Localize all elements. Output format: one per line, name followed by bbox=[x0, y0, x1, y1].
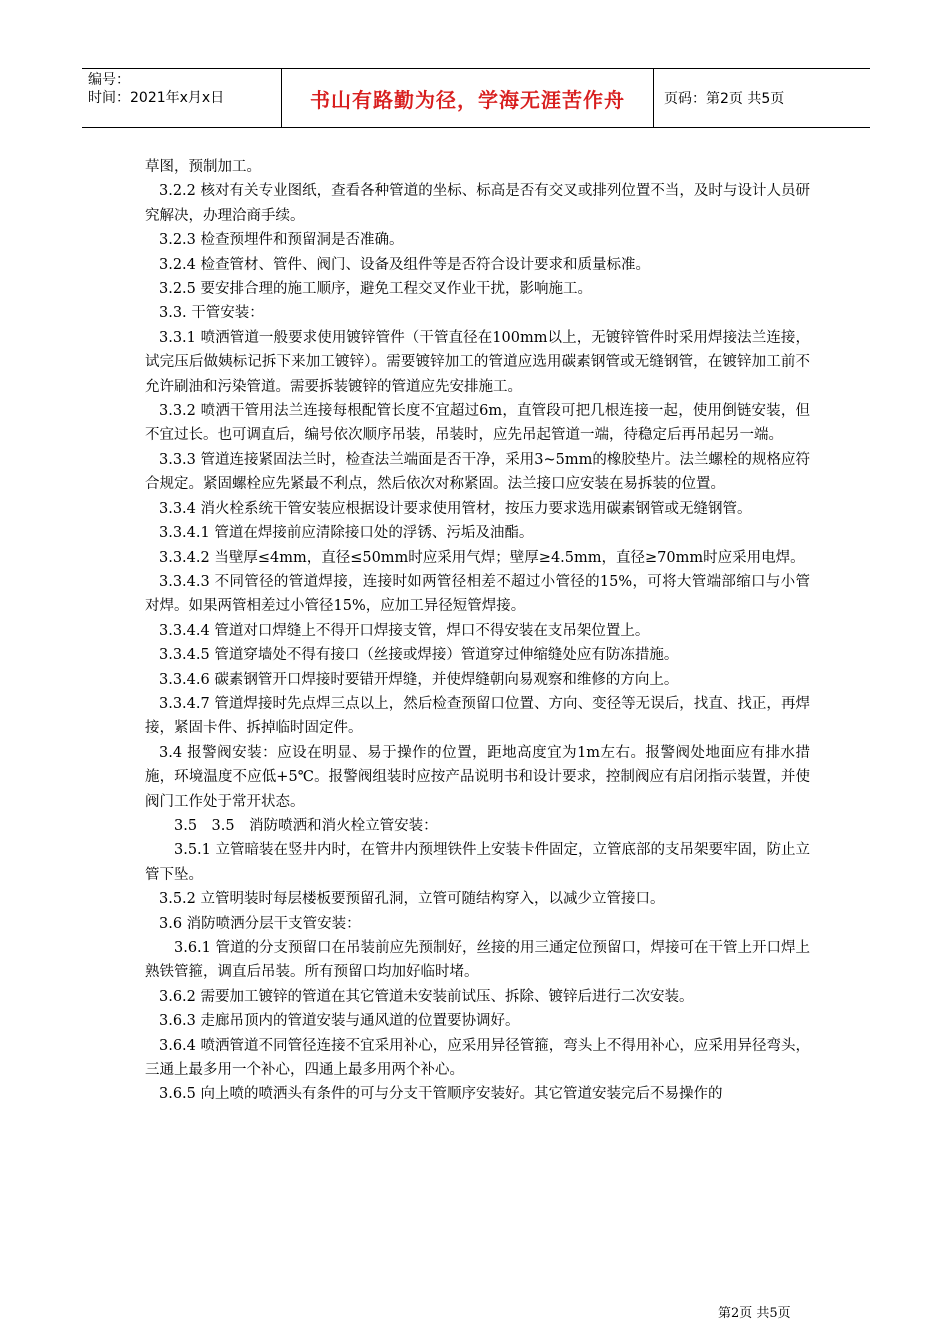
paragraph: 3.6 消防喷洒分层干支管安装： bbox=[159, 915, 361, 932]
document-date-label: 时间：2021年x月x日 bbox=[88, 90, 225, 106]
paragraph: 3.6.5 向上喷的喷洒头有条件的可与分支干管顺序安装好。其它管道安装完后不易操作的 bbox=[159, 1086, 723, 1103]
paragraph: 3.6.4 喷洒管道不同管径连接不宜采用补心，应采用异径管箍，弯头上不得用补心，应采用异径弯头，三通上最多用一个补心，四通上最多用两个补心。 bbox=[145, 1037, 810, 1079]
paragraph: 3.3.4.2 当壁厚≤4mm，直径≤50mm时应采用气焊；壁厚≥4.5mm，直径≥70mm时应采用电焊。 bbox=[159, 549, 805, 566]
page-footer: 第2页 共5页 bbox=[718, 1306, 791, 1321]
paragraph: 3.3.4.6 碳素钢管开口焊接时要错开焊缝，并使焊缝朝向易观察和维修的方向上。 bbox=[159, 671, 679, 688]
paragraph: 3.3.4.3 不同管径的管道焊接，连接时如两管径相差不超过小管径的15%，可将大管端部缩口与小管对焊。如果两管相差过小管径15%，应加工异径短管焊接。 bbox=[145, 573, 810, 615]
paragraph: 草图，预制加工。 bbox=[145, 159, 261, 175]
paragraph: 3.3.4.1 管道在焊接前应清除接口处的浮锈、污垢及油酯。 bbox=[159, 525, 534, 542]
paragraph: 3.3.4.4 管道对口焊缝上不得开口焊接支管，焊口不得安装在支吊架位置上。 bbox=[159, 622, 650, 639]
paragraph: 3.5.1 立管暗装在竖井内时，在管井内预埋铁件上安装卡件固定，立管底部的支吊架要牢固，防止立管下坠。 bbox=[145, 842, 810, 883]
paragraph: 3.2.3 检查预埋件和预留洞是否准确。 bbox=[159, 232, 404, 249]
paragraph: 3.5.2 立管明装时每层楼板要预留孔洞，立管可随结构穿入，以减少立管接口。 bbox=[159, 891, 665, 908]
page-header bbox=[82, 68, 870, 128]
paragraph: 3.6.2 需要加工镀锌的管道在其它管道未安装前试压、拆除、镀锌后进行二次安装。 bbox=[159, 988, 694, 1005]
paragraph: 3.3.4.5 管道穿墙处不得有接口（丝接或焊接）管道穿过伸缩缝处应有防冻措施。 bbox=[159, 647, 679, 664]
paragraph: 3.3. 干管安装： bbox=[159, 305, 264, 322]
document-number-label: 编号： bbox=[88, 72, 130, 88]
paragraph: 3.6.3 走廊吊顶内的管道安装与通风道的位置要协调好。 bbox=[159, 1013, 520, 1030]
paragraph: 3.2.2 核对有关专业图纸，查看各种管道的坐标、标高是否有交叉或排列位置不当，及时与设计人员研究解决，办理洽商手续。 bbox=[145, 183, 810, 224]
paragraph: 3.2.4 检查管材、管件、阀门、设备及组件等是否符合设计要求和质量标准。 bbox=[159, 256, 651, 273]
header-page-info: 页码：第2页 共5页 bbox=[664, 91, 785, 107]
header-motto: 书山有路勤为径，学海无涯苦作舟 bbox=[282, 69, 654, 127]
paragraph: 3.3.4 消火栓系统干管安装应根据设计要求使用管材，按压力要求选用碳素钢管或无缝钢管。 bbox=[159, 500, 752, 517]
header-meta bbox=[82, 69, 282, 127]
paragraph: 3.3.1 喷洒管道一般要求使用镀锌管件（干管直径在100mm以上，无镀锌管件时采用焊接法兰连接，试完压后做姨标记拆下来加工镀锌）。需要镀锌加工的管道应选用碳素钢管或无缝钢管，在镀锌加工前不允许刷油和污染管道。需要拆装镀锌的管道应先安排施工。 bbox=[145, 329, 810, 395]
paragraph: 3.3.3 管道连接紧固法兰时，检查法兰端面是否干净，采用3~5mm的橡胶垫片。法兰螺栓的规格应符合规定。紧固螺栓应先紧最不利点，然后依次对称紧固。法兰接口应安装在易拆装的位置。 bbox=[145, 451, 810, 493]
paragraph: 3.3.2 喷洒干管用法兰连接每根配管长度不宜超过6m，直管段可把几根连接一起，使用倒链安装，但不宜过长。也可调直后，编号依次顺序吊装，吊装时，应先吊起管道一端，待稳定后再吊起另一端。 bbox=[145, 403, 810, 444]
paragraph: 3.4 报警阀安装：应设在明显、易于操作的位置，距地高度宜为1m左右。报警阀处地面应有排水措施，环境温度不应低+5℃。报警阀组装时应按产品说明书和设计要求，控制阀应有启闭指示装置，并使阀门工作处于常开状态。 bbox=[145, 744, 810, 810]
paragraph: 3.5 3.5 消防喷洒和消火栓立管安装： bbox=[174, 817, 438, 834]
paragraph: 3.6.1 管道的分支预留口在吊装前应先预制好，丝接的用三通定位预留口，焊接可在干管上开口焊上熟铁管箍，调直后吊装。所有预留口均加好临时堵。 bbox=[145, 940, 810, 981]
paragraph: 3.2.5 要安排合理的施工顺序，避免工程交叉作业干扰，影响施工。 bbox=[159, 281, 593, 298]
paragraph: 3.3.4.7 管道焊接时先点焊三点以上，然后检查预留口位置、方向、变径等无误后，找直、找正，再焊接，紧固卡件、拆掉临时固定件。 bbox=[145, 695, 810, 737]
document-body bbox=[145, 155, 810, 1107]
